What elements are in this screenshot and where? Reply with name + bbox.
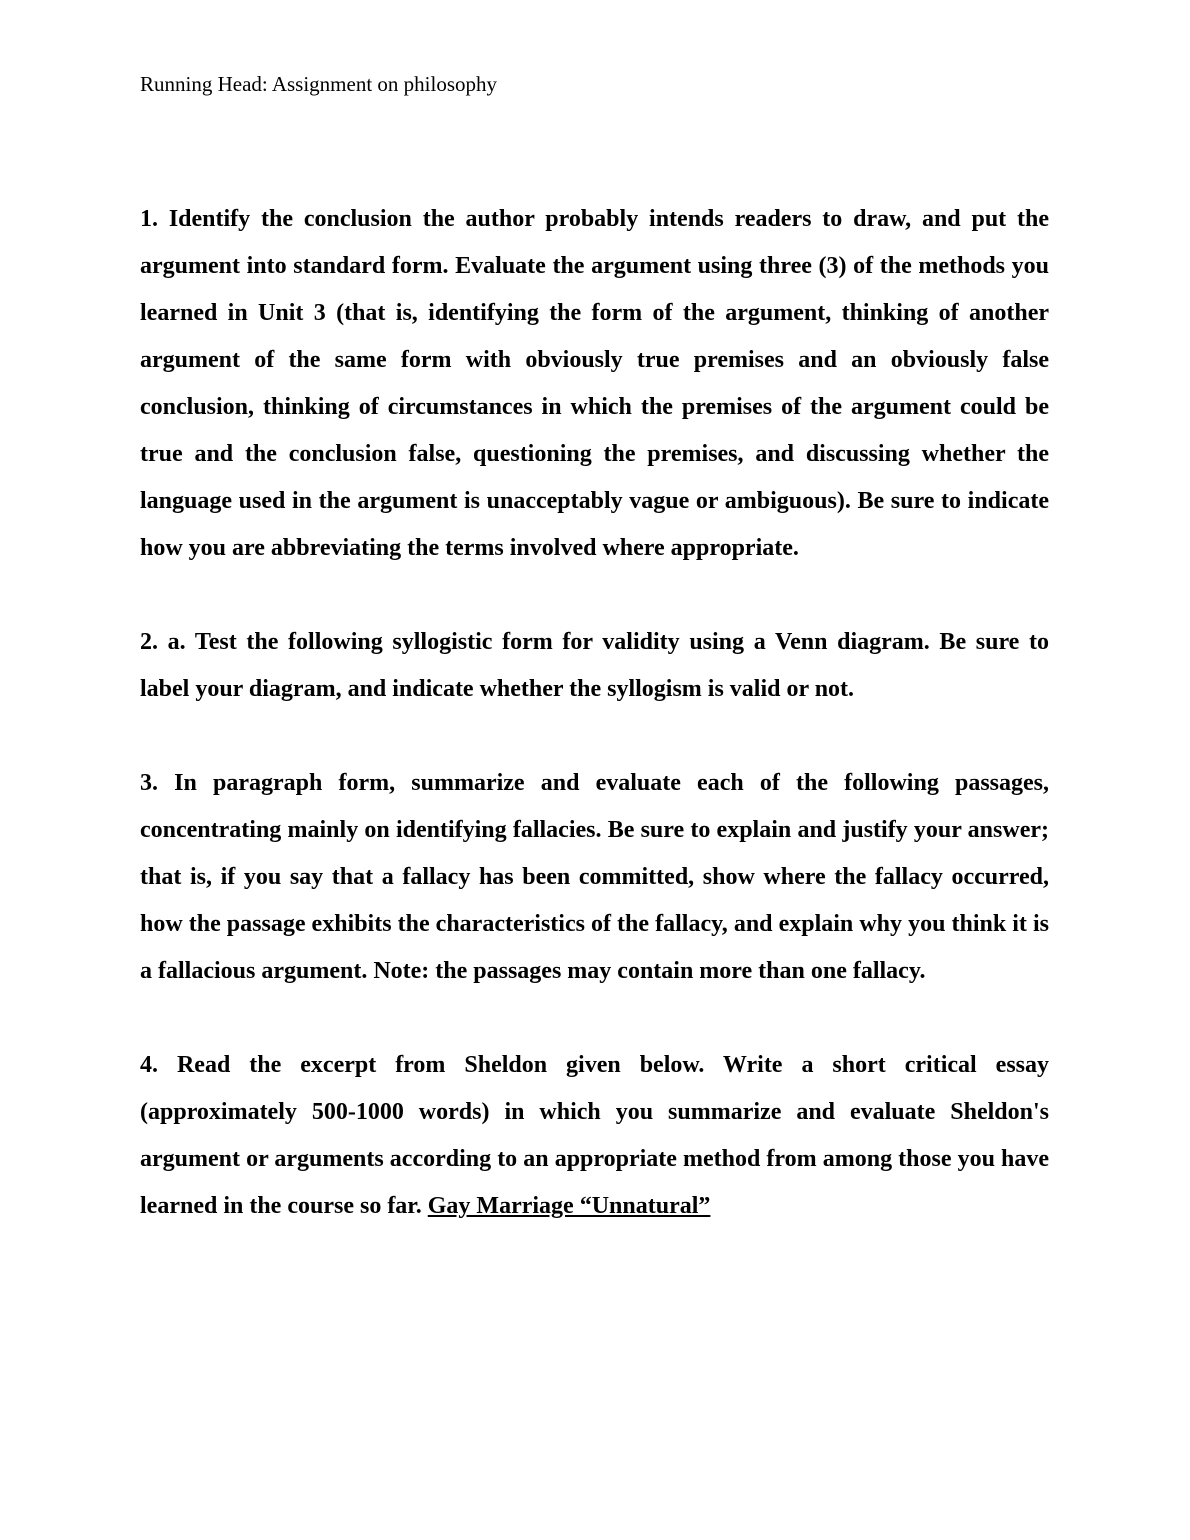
essay-title-link[interactable]: Gay Marriage “Unnatural” bbox=[427, 1193, 711, 1219]
question-1: 1. Identify the conclusion the author probably intends readers to draw, and put the argument into standard form. Evaluate the argument using three (3) of the methods you learned in Unit 3 (that is, identifying the form of the argument, thinking of another argument of the same form with obviously true premises and an obviously false conclusion, thinking of circumstances in which the premises of the argument could be true and the conclusion false, questioning the premises, and discussing whether the language used in the argument is unacceptably vague or ambiguous). Be sure to indicate how you are abbreviating the terms involved where appropriate. bbox=[140, 206, 1049, 561]
question-3: 3. In paragraph form, summarize and evaluate each of the following passages, concentrating mainly on identifying fallacies. Be sure to explain and justify your answer; that is, if you say that a fallacy has been committed, show where the fallacy occurred, how the passage exhibits the characteristics of the fallacy, and explain why you think it is a fallacious argument. Note: the passages may contain more than one fallacy. bbox=[140, 770, 1049, 984]
running-head: Running Head: Assignment on philosophy bbox=[140, 72, 497, 96]
question-2: 2. a. Test the following syllogistic form for validity using a Venn diagram. Be sure to label your diagram, and indicate whether the syllogism is valid or not. bbox=[140, 629, 1049, 702]
document-body bbox=[140, 196, 1049, 1230]
question-4-text: 4. Read the excerpt from Sheldon given below. Write a short critical essay (approximately 500-1000 words) in which you summarize and evaluate Sheldon's argument or arguments according to an appropriate method from among those you have learned in the course so far. bbox=[140, 1052, 1049, 1219]
question-4 bbox=[140, 1042, 1049, 1230]
